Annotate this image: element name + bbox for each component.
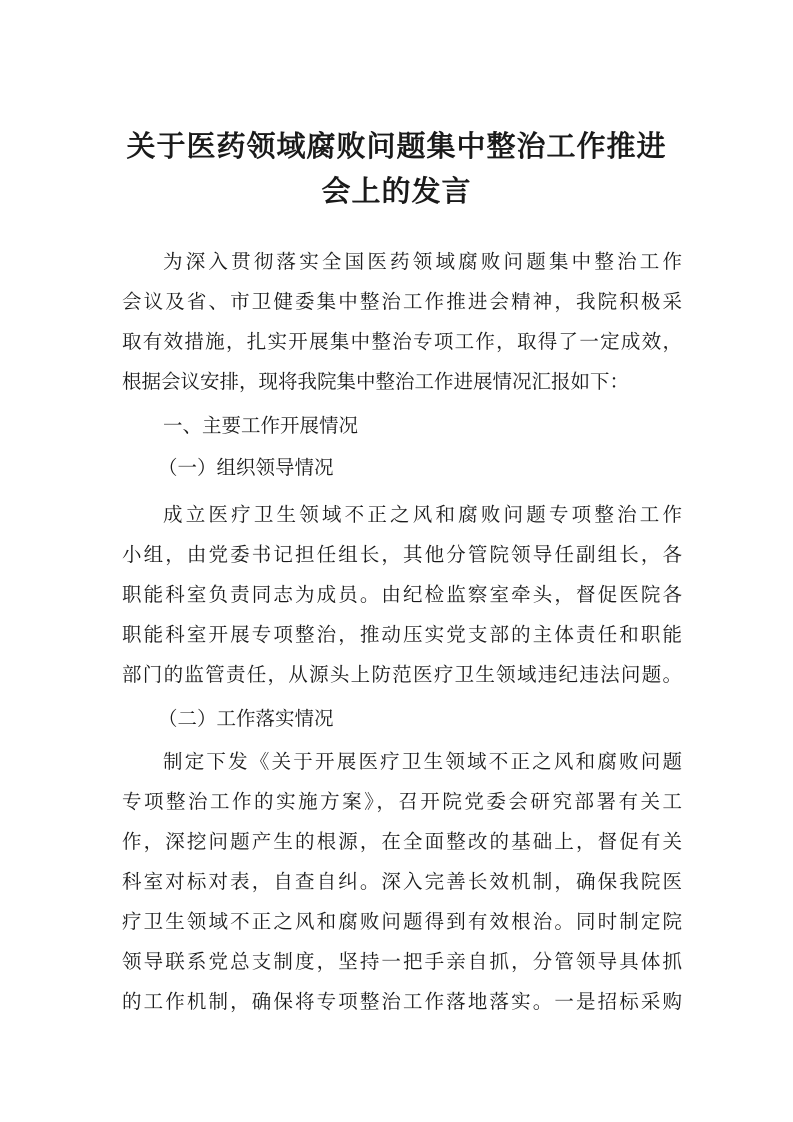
paragraph-line: 领导联系党总支制度，坚持一把手亲自抓，分管领导具体抓 — [122, 950, 682, 973]
paragraph-line: 职能科室开展专项整治，推动压实党支部的主体责任和职能 — [122, 623, 682, 646]
title-line-2: 会上的发言 — [321, 174, 472, 208]
paragraph-line: 制定下发《关于开展医疗卫生领域不正之风和腐败问题 — [163, 750, 682, 773]
paragraph-line: 职能科室负责同志为成员。由纪检监察室牵头，督促医院各 — [122, 583, 682, 606]
subsection-heading: （二）工作落实情况 — [158, 707, 334, 730]
paragraph-line: 取有效措施，扎实开展集中整治专项工作，取得了一定成效， — [122, 330, 682, 353]
paragraph-line: 小组，由党委书记担任组长，其他分管院领导任副组长，各 — [122, 543, 682, 566]
paragraph-line: 根据会议安排，现将我院集中整治工作进展情况汇报如下： — [122, 370, 630, 393]
paragraph-line: 作，深挖问题产生的根源，在全面整改的基础上，督促有关 — [122, 830, 682, 853]
paragraph-line: 的工作机制，确保将专项整治工作落地落实。一是招标采购 — [122, 990, 682, 1013]
title-line-1: 关于医药领域腐败问题集中整治工作推进 — [126, 129, 667, 163]
section-heading: 一、主要工作开展情况 — [163, 414, 359, 437]
paragraph-line: 专项整治工作的实施方案》，召开院党委会研究部署有关工 — [122, 790, 682, 813]
paragraph-line: 疗卫生领域不正之风和腐败问题得到有效根治。同时制定院 — [122, 910, 682, 933]
paragraph-line: 为深入贯彻落实全国医药领域腐败问题集中整治工作 — [163, 250, 682, 273]
paragraph-line: 部门的监管责任，从源头上防范医疗卫生领域违纪违法问题。 — [122, 663, 682, 686]
subsection-heading: （一）组织领导情况 — [158, 456, 334, 479]
paragraph-line: 成立医疗卫生领域不正之风和腐败问题专项整治工作 — [163, 503, 682, 526]
paragraph-line: 科室对标对表，自查自纠。深入完善长效机制，确保我院医 — [122, 870, 682, 893]
paragraph-line: 会议及省、市卫健委集中整治工作推进会精神，我院积极采 — [122, 290, 682, 313]
